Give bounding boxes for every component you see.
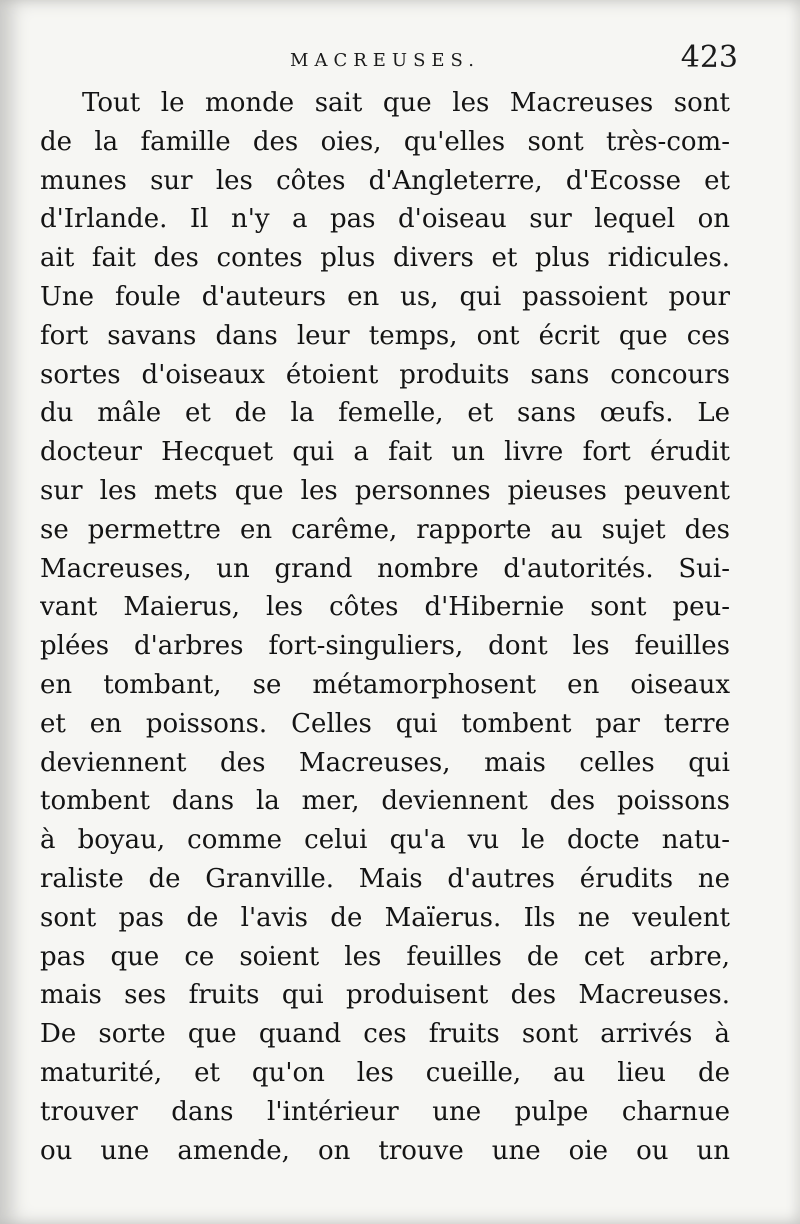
text-line: fort savans dans leur temps, ont écrit que ces (40, 320, 730, 351)
text-line: docteur Hecquet qui a fait un livre fort érudit (40, 437, 730, 468)
text-line: maturité, et qu'on les cueille, au lieu de (40, 1057, 730, 1088)
text-line: se permettre en carême, rapporte au sujet des (40, 514, 730, 545)
text-line: à boyau, comme celui qu'a vu le docte natu- (40, 825, 730, 856)
text-line: de la famille des oies, qu'elles sont très-com- (40, 126, 730, 157)
text-line: raliste de Granville. Mais d'autres érudits ne (40, 863, 730, 894)
text-line: Macreuses, un grand nombre d'autorités. Sui- (40, 553, 730, 584)
text-line: sur les mets que les personnes pieuses peuvent (40, 475, 730, 506)
running-title: MACREUSES. (290, 50, 480, 71)
text-line: tombent dans la mer, deviennent des poissons (40, 786, 730, 817)
page-number: 423 (680, 40, 738, 75)
text-line: munes sur les côtes d'Angleterre, d'Ecosse et (40, 165, 730, 196)
text-line: Tout le monde sait que les Macreuses sont (82, 88, 730, 118)
text-line: trouver dans l'intérieur une pulpe charnue (40, 1096, 730, 1127)
text-line: Une foule d'auteurs en us, qui passoient pour (40, 281, 730, 312)
text-line: ou une amende, on trouve une oie ou un (40, 1135, 730, 1166)
text-line: sont pas de l'avis de Maïerus. Ils ne veulent (40, 902, 730, 933)
text-line: pas que ce soient les feuilles de cet arbre, (40, 941, 730, 972)
text-line: deviennent des Macreuses, mais celles qui (40, 747, 730, 778)
text-line: et en poissons. Celles qui tombent par terre (40, 708, 730, 739)
text-line: sortes d'oiseaux étoient produits sans concours (40, 359, 730, 390)
text-line: d'Irlande. Il n'y a pas d'oiseau sur lequel on (40, 204, 730, 235)
text-line: ait fait des contes plus divers et plus ridicules. (40, 243, 730, 274)
body-text (40, 84, 730, 1170)
text-line: vant Maierus, les côtes d'Hibernie sont peu- (40, 592, 730, 623)
text-line: mais ses fruits qui produisent des Macreuses. (40, 980, 730, 1011)
text-line: en tombant, se métamorphosent en oiseaux (40, 669, 730, 700)
text-line: du mâle et de la femelle, et sans œufs. Le (40, 398, 730, 429)
text-line: De sorte que quand ces fruits sont arrivés à (40, 1019, 730, 1050)
text-line: plées d'arbres fort-singuliers, dont les feuilles (40, 631, 730, 662)
page-header (40, 40, 738, 82)
